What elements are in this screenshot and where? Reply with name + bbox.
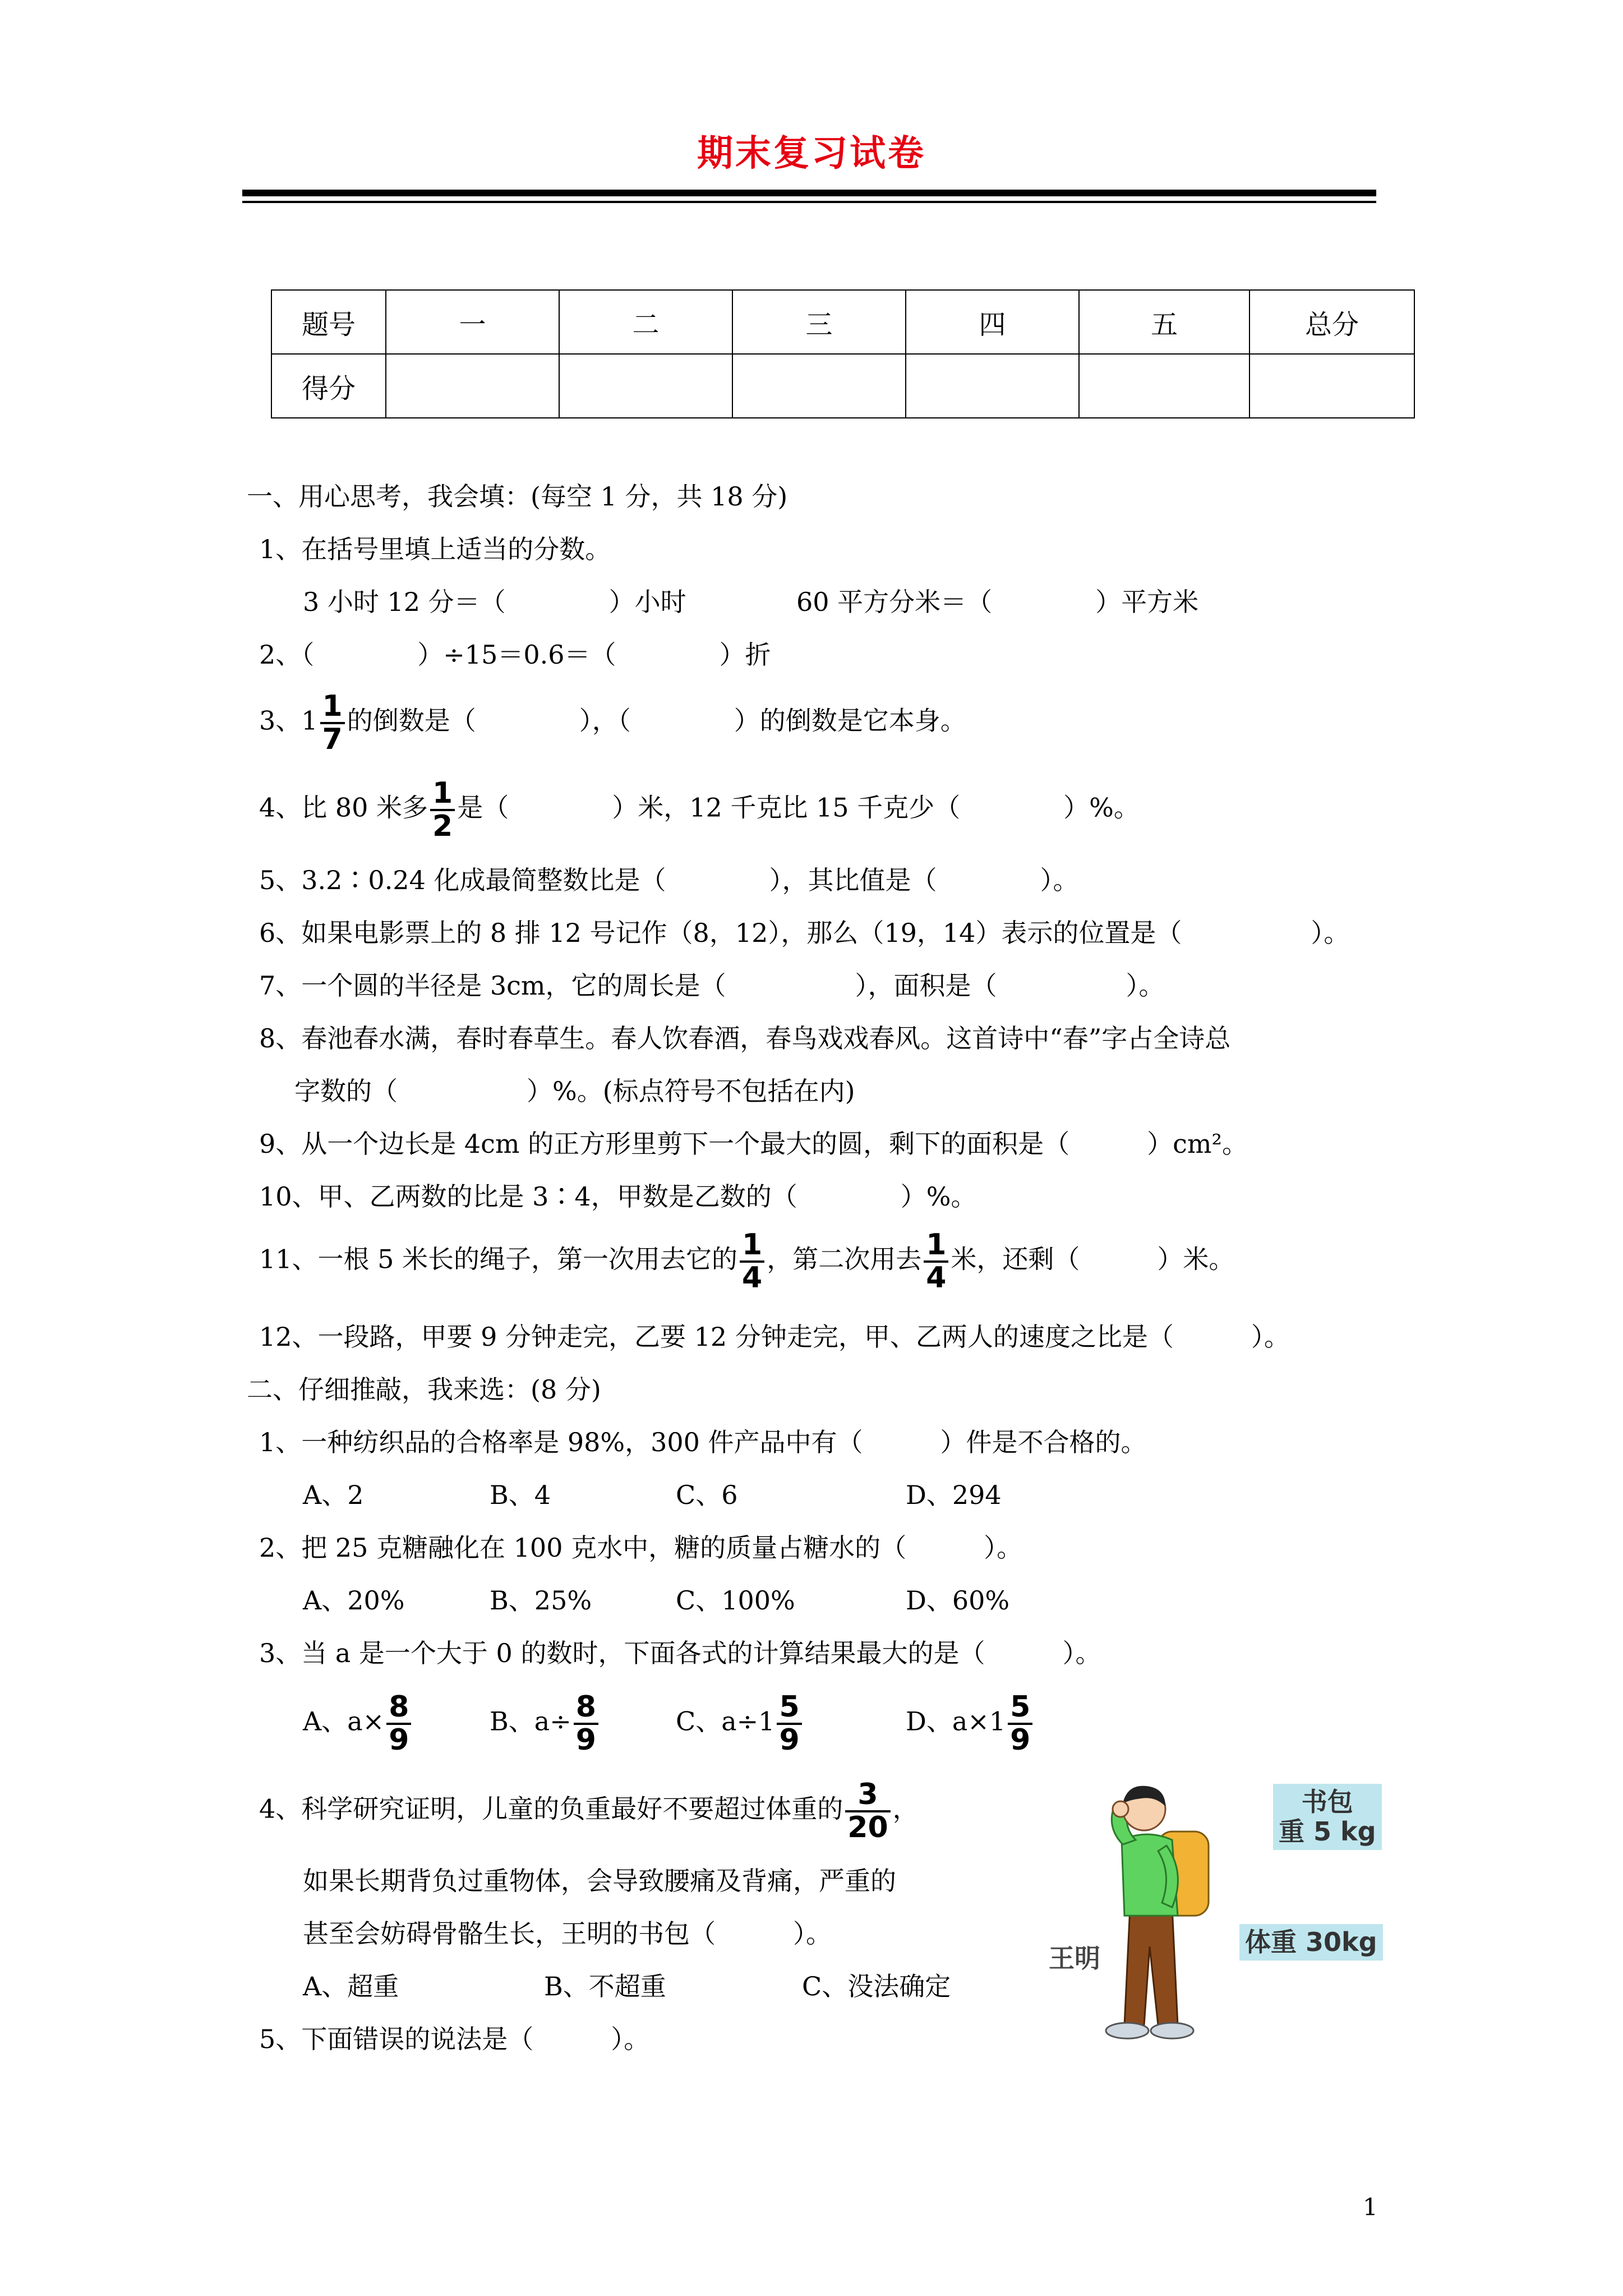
fraction (740, 1230, 764, 1293)
option: B、25% (490, 1585, 592, 1616)
question-text: 米，还剩（ ）米。 (951, 1244, 1235, 1274)
table-cell: 二 (559, 290, 732, 354)
label-line: 书包 (1301, 1787, 1353, 1817)
question: 10、甲、乙两数的比是 3∶4，甲数是乙数的（ ）%。 (259, 1181, 977, 1212)
question-part: 60 平方分米＝（ ）平方米 (796, 587, 1199, 617)
fraction-numerator: 8 (575, 1690, 596, 1724)
page-title: 期末复习试卷 (697, 133, 926, 174)
fraction-numerator: 8 (389, 1690, 409, 1724)
fraction (320, 691, 345, 754)
table-cell: 总分 (1249, 290, 1414, 354)
table-cell: 四 (906, 290, 1079, 354)
score-table-header-row (271, 290, 1414, 354)
question-continuation: 甚至会妨碍骨骼生长，王明的书包（ ）。 (303, 1918, 832, 1949)
question-text: ，第二次用去 (767, 1244, 922, 1274)
fraction-numerator: 1 (432, 776, 453, 810)
fraction-denominator: 9 (777, 1723, 801, 1756)
option: B、4 (490, 1480, 551, 1510)
question: 1、一种纺织品的合格率是 98%，300 件产品中有（ ）件是不合格的。 (259, 1427, 1147, 1457)
table-cell: 五 (1079, 290, 1249, 354)
question (259, 778, 1140, 841)
option (906, 1692, 1035, 1755)
option: A、超重 (303, 1971, 399, 2001)
question-continuation: 字数的（ ）%。(标点符号不包括在内) (294, 1076, 855, 1106)
boy-name-label: 王明 (1049, 1943, 1100, 1973)
title-rule-thin (242, 201, 1376, 203)
option-text: A、a× (303, 1706, 385, 1737)
page-number: 1 (1363, 2193, 1378, 2221)
fraction-numerator: 3 (857, 1778, 878, 1811)
question: 5、3.2∶0.24 化成最简整数比是（ ），其比值是（ ）。 (259, 865, 1079, 895)
option: A、20% (303, 1585, 405, 1616)
question-continuation: 如果长期背负过重物体，会导致腰痛及背痛，严重的 (303, 1866, 896, 1896)
option (490, 1692, 601, 1755)
question-text: ， (892, 1793, 919, 1824)
fraction-denominator: 4 (924, 1260, 948, 1294)
fraction-denominator: 9 (1008, 1723, 1032, 1756)
section1-heading: 一、用心思考，我会填：(每空 1 分，共 18 分) (247, 481, 788, 512)
label-line: 重 5 kg (1279, 1816, 1376, 1847)
question: 3、当 a 是一个大于 0 的数时，下面各式的计算结果最大的是（ ）。 (259, 1638, 1101, 1668)
body-weight-label: 体重 30kg (1239, 1924, 1383, 1961)
fraction (430, 778, 455, 841)
option-text: D、a×1 (906, 1706, 1006, 1737)
fraction (924, 1230, 948, 1293)
question: 1、在括号里填上适当的分数。 (259, 534, 611, 564)
option (676, 1692, 804, 1755)
option: C、6 (676, 1480, 738, 1510)
fraction-numerator: 1 (926, 1228, 947, 1262)
fraction (1008, 1692, 1032, 1755)
table-cell: 题号 (271, 290, 386, 354)
option: D、60% (906, 1585, 1010, 1616)
score-cell[interactable] (1079, 354, 1249, 418)
score-cell[interactable] (1249, 354, 1414, 418)
score-cell[interactable] (559, 354, 732, 418)
question: 7、一个圆的半径是 3cm，它的周长是（ ），面积是（ ）。 (259, 970, 1165, 1001)
question: 8、春池春水满，春时春草生。春人饮春酒，春鸟戏戏春风。这首诗中“春”字占全诗总 (259, 1023, 1231, 1053)
question-text: 4、比 80 米多 (259, 792, 428, 823)
score-table (271, 289, 1415, 418)
fraction-numerator: 5 (779, 1690, 800, 1724)
fraction-numerator: 5 (1010, 1690, 1031, 1724)
question: 9、从一个边长是 4cm 的正方形里剪下一个最大的圆，剩下的面积是（ ）cm²。 (259, 1129, 1248, 1159)
question: 6、如果电影票上的 8 排 12 号记作（8，12），那么（19，14）表示的位置是（ ）。 (259, 918, 1350, 948)
option: C、没法确定 (802, 1971, 951, 2001)
score-cell[interactable] (732, 354, 906, 418)
fraction-denominator: 9 (574, 1723, 598, 1756)
fraction (845, 1779, 890, 1843)
fraction-denominator: 2 (430, 809, 455, 842)
question-text: 是（ ）米，12 千克比 15 千克少（ ）%。 (457, 792, 1140, 823)
question-text: 的倒数是（ ），（ ）的倒数是它本身。 (347, 705, 966, 736)
question: 2、把 25 克糖融化在 100 克水中，糖的质量占糖水的（ ）。 (259, 1533, 1023, 1563)
fraction (574, 1692, 598, 1755)
question-text: 11、一根 5 米长的绳子，第一次用去它的 (259, 1244, 738, 1274)
option-text: C、a÷1 (676, 1706, 775, 1737)
fraction-denominator: 9 (386, 1723, 411, 1756)
option: A、2 (303, 1480, 364, 1510)
fraction-denominator: 7 (320, 722, 345, 755)
option-text: B、a÷ (490, 1706, 571, 1737)
title-rule-thick (242, 190, 1376, 196)
question: 2、（ ）÷15＝0.6＝（ ）折 (259, 639, 771, 670)
score-cell[interactable] (386, 354, 559, 418)
question-text: 4、科学研究证明，儿童的负重最好不要超过体重的 (259, 1793, 843, 1824)
fraction (386, 1692, 411, 1755)
question (259, 1230, 1234, 1293)
score-table-score-row (271, 354, 1414, 418)
table-cell: 三 (732, 290, 906, 354)
section2-heading: 二、仔细推敲，我来选：(8 分) (247, 1374, 601, 1405)
option (303, 1692, 413, 1755)
fraction-denominator: 20 (845, 1810, 890, 1843)
question: 5、下面错误的说法是（ ）。 (259, 2024, 650, 2054)
score-cell[interactable] (906, 354, 1079, 418)
fraction-numerator: 1 (322, 689, 343, 723)
question (259, 691, 966, 754)
option: D、294 (906, 1480, 1002, 1510)
fraction (777, 1692, 801, 1755)
question-text: 3、1 (259, 705, 318, 736)
table-cell: 一 (386, 290, 559, 354)
boy-backpack-illustration (1049, 1778, 1413, 2047)
option: C、100% (676, 1585, 795, 1616)
backpack-weight-label (1273, 1784, 1382, 1850)
question (259, 1779, 919, 1843)
question: 12、一段路，甲要 9 分钟走完，乙要 12 分钟走完，甲、乙两人的速度之比是（ ）。 (259, 1322, 1290, 1352)
option: B、不超重 (544, 1971, 666, 2001)
fraction-numerator: 1 (742, 1228, 763, 1262)
table-cell: 得分 (271, 354, 386, 418)
fraction-denominator: 4 (740, 1260, 764, 1294)
question-part: 3 小时 12 分＝（ ）小时 (303, 587, 686, 617)
